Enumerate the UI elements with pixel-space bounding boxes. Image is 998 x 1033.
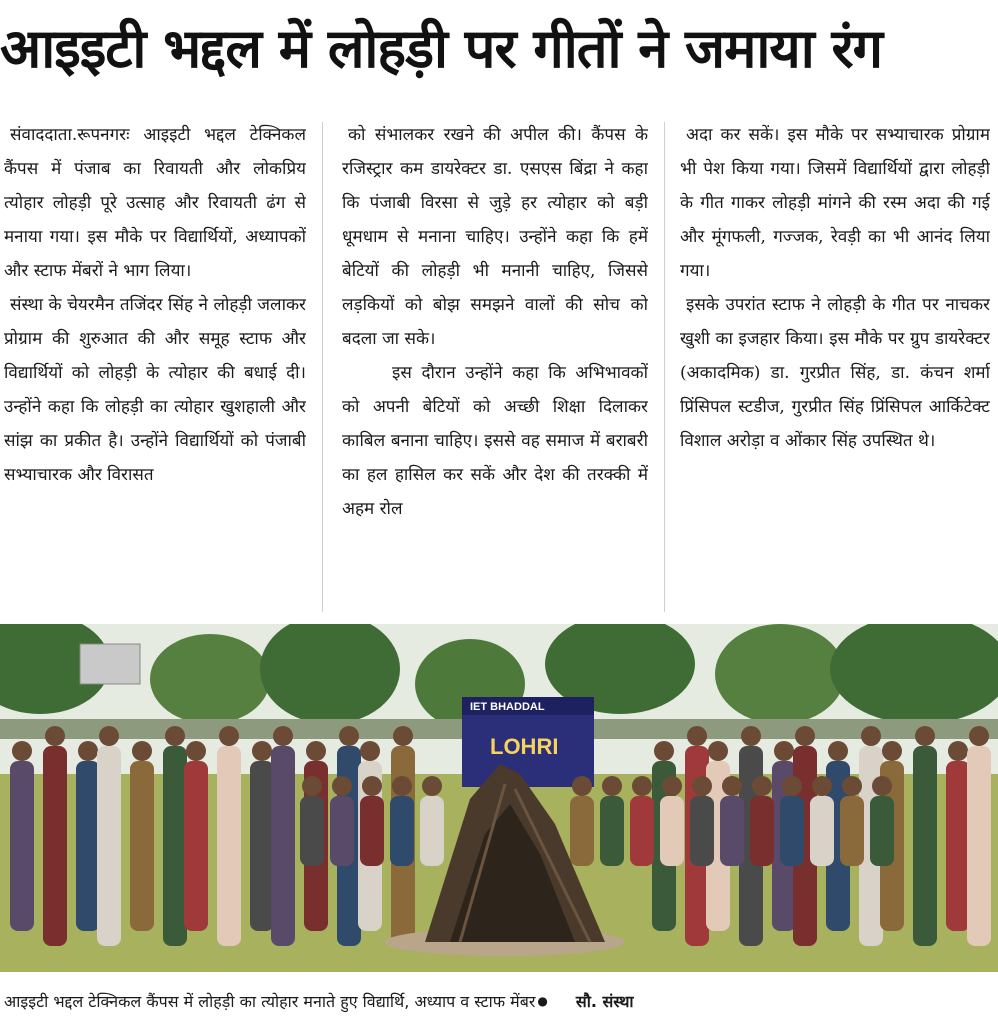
person-head xyxy=(12,741,32,761)
lohri-banner xyxy=(462,697,594,787)
person-body xyxy=(720,796,744,866)
person-body xyxy=(810,796,834,866)
person-head xyxy=(795,726,815,746)
person-head xyxy=(842,776,862,796)
person-head xyxy=(948,741,968,761)
person-head xyxy=(45,726,65,746)
person-body xyxy=(184,761,208,931)
person-head xyxy=(78,741,98,761)
person-head xyxy=(872,776,892,796)
person-body xyxy=(690,796,714,866)
person-head xyxy=(362,776,382,796)
person-head xyxy=(741,726,761,746)
person-body xyxy=(330,796,354,866)
person-head xyxy=(306,741,326,761)
person-body xyxy=(360,796,384,866)
person-head xyxy=(602,776,622,796)
person-body xyxy=(570,796,594,866)
person-body xyxy=(600,796,624,866)
person-head xyxy=(774,741,794,761)
headline: आइइटी भद्दल में लोहड़ी पर गीतों ने जमाया रंग xyxy=(0,17,882,80)
person-head xyxy=(360,741,380,761)
basketball-board xyxy=(80,644,140,684)
person-head xyxy=(392,776,412,796)
person-body xyxy=(163,746,187,946)
person-head xyxy=(165,726,185,746)
person-body xyxy=(250,761,274,931)
column-divider xyxy=(322,122,323,612)
banner-title-text: LOHRI xyxy=(490,734,559,759)
person-body xyxy=(217,746,241,946)
banner-org-text: IET BHADDAL xyxy=(470,701,545,713)
person-head xyxy=(393,726,413,746)
person-head xyxy=(339,726,359,746)
person-head xyxy=(654,741,674,761)
person-body xyxy=(420,796,444,866)
bullet-icon: ● xyxy=(537,994,548,1008)
column-divider xyxy=(664,122,665,612)
person-head xyxy=(662,776,682,796)
person-body xyxy=(43,746,67,946)
person-head xyxy=(422,776,442,796)
person-body xyxy=(97,746,121,946)
person-head xyxy=(132,741,152,761)
person-head xyxy=(969,726,989,746)
person-body xyxy=(271,746,295,946)
person-body xyxy=(630,796,654,866)
article-column-3 xyxy=(680,118,990,618)
article-column-1 xyxy=(4,118,306,618)
person-body xyxy=(10,761,34,931)
person-head xyxy=(828,741,848,761)
person-head xyxy=(782,776,802,796)
person-head xyxy=(692,776,712,796)
person-head xyxy=(708,741,728,761)
paragraph: को संभालकर रखने की अपील की। कैंपस के रजिस्ट्रार कम डायरेक्टर डा. एसएस बिंद्रा ने कहा कि पंजाबी विरसा से जुड़े हर त्योहार को बड़ी धूमधाम से मनाना चाहिए। उन्होंने कहा कि हमें बेटियों की लोहड़ी भी मनानी चाहिए, जिससे लड़कियों को बोझ समझने वालों की सोच को बदला जा सके। xyxy=(342,125,648,349)
person-body xyxy=(946,761,970,931)
person-head xyxy=(186,741,206,761)
photo-credit: सौ. संस्था xyxy=(575,992,634,1011)
person-body xyxy=(870,796,894,866)
person-body xyxy=(913,746,937,946)
event-photo xyxy=(0,624,998,972)
person-head xyxy=(332,776,352,796)
paragraph: इसके उपरांत स्टाफ ने लोहड़ी के गीत पर नाचकर खुशी का इजहार किया। इस मौके पर ग्रुप डायरेक्टर (अकादमिक) डा. गुरप्रीत सिंह, डा. कंचन शर्मा प्रिंसिपल स्टडीज, गुरप्रीत सिंह प्रिंसिपल आर्किटेक्ट विशाल अरोड़ा व ओंकार सिंह उपस्थित थे। xyxy=(680,295,990,451)
person-head xyxy=(252,741,272,761)
person-body xyxy=(76,761,100,931)
person-body xyxy=(840,796,864,866)
article-column-2 xyxy=(342,118,648,618)
person-body xyxy=(130,761,154,931)
person-body xyxy=(660,796,684,866)
photo-caption xyxy=(4,984,998,1018)
person-head xyxy=(302,776,322,796)
person-body xyxy=(780,796,804,866)
paragraph: अदा कर सकें। इस मौके पर सभ्याचारक प्रोग्राम भी पेश किया गया। जिसमें विद्यार्थियों द्वारा लोहड़ी के गीत गाकर लोहड़ी मांगने की रस्म अदा की गई और मूंगफली, गज्जक, रेवड़ी का भी आनंद लिया गया। xyxy=(680,125,990,281)
person-head xyxy=(632,776,652,796)
person-head xyxy=(861,726,881,746)
person-head xyxy=(687,726,707,746)
paragraph: संवाददाता.रूपनगरः आइइटी भद्दल टेक्निकल कैंपस में पंजाब का रिवायती और लोकप्रिय त्योहार लोहड़ी पूरे उत्साह और रिवायती ढंग से मनाया गया। इस मौके पर विद्यार्थियों, अध्यापकों और स्टाफ मेंबरों ने भाग लिया। xyxy=(4,125,306,281)
person-head xyxy=(572,776,592,796)
lohri-group-photo-illustration xyxy=(0,624,998,972)
person-head xyxy=(752,776,772,796)
person-head xyxy=(273,726,293,746)
person-head xyxy=(722,776,742,796)
person-body xyxy=(750,796,774,866)
paragraph: संस्था के चेयरमैन तजिंदर सिंह ने लोहड़ी जलाकर प्रोग्राम की शुरुआत की और समूह स्टाफ और विद्यार्थियों को लोहड़ी के त्योहार की बधाई दी। उन्होंने कहा कि लोहड़ी का त्योहार खुशहाली और सांझ का प्रकीत है। उन्होंने विद्यार्थियों को पंजाबी सभ्याचारक और विरासत xyxy=(4,295,306,485)
person-head xyxy=(812,776,832,796)
paragraph: इस दौरान उन्होंने कहा कि अभिभावकों को अपनी बेटियों को अच्छी शिक्षा दिलाकर काबिल बनाना चाहिए। इससे वह समाज में बराबरी का हल हासिल कर सकें और देश की तरक्की में अहम रोल xyxy=(342,363,648,519)
caption-text: आइइटी भद्दल टेक्निकल कैंपस में लोहड़ी का त्योहार मनाते हुए विद्यार्थि, अध्याप व स्टाफ मेंबर xyxy=(4,992,536,1011)
person-head xyxy=(882,741,902,761)
person-body xyxy=(390,796,414,866)
person-body xyxy=(300,796,324,866)
person-head xyxy=(219,726,239,746)
person-head xyxy=(99,726,119,746)
person-body xyxy=(967,746,991,946)
person-head xyxy=(915,726,935,746)
